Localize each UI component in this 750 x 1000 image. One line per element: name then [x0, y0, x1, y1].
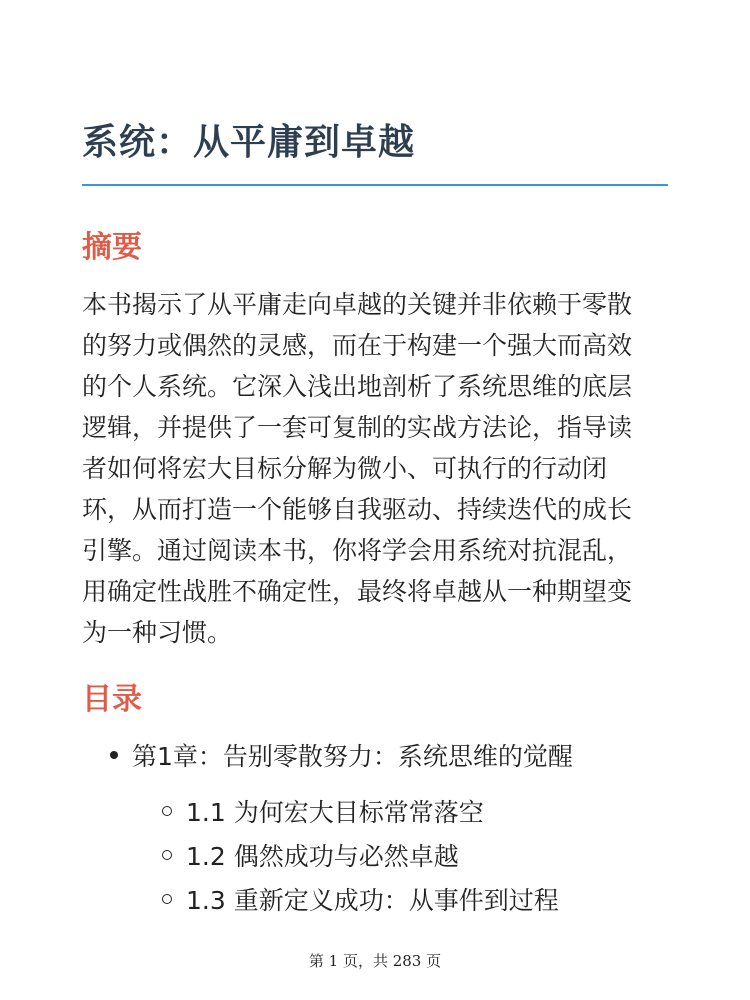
toc-chapter-label: 第1章：告别零散努力：系统思维的觉醒 [132, 742, 573, 771]
summary-line: 的努力或偶然的灵感，而在于构建一个强大而高效 [82, 331, 633, 360]
toc-section-item [162, 794, 484, 832]
summary-line: 本书揭示了从平庸走向卓越的关键并非依赖于零散 [82, 290, 633, 319]
summary-line: 用确定性战胜不确定性，最终将卓越从一种期望变 [82, 577, 633, 606]
summary-paragraph [82, 284, 672, 653]
toc-chapter-item [110, 738, 573, 776]
toc-section-item [162, 882, 559, 920]
summary-line: 逻辑，并提供了一套可复制的实战方法论，指导读 [82, 413, 633, 442]
summary-heading: 摘要 [82, 230, 142, 265]
bullet-circle-icon [162, 850, 172, 860]
toc-section-label: 1.1 为何宏大目标常常落空 [186, 798, 484, 827]
summary-line: 者如何将宏大目标分解为微小、可执行的行动闭 [82, 454, 608, 483]
title-divider [82, 184, 668, 186]
toc-heading: 目录 [82, 682, 142, 717]
toc-section-item [162, 838, 459, 876]
summary-line: 为一种习惯。 [82, 618, 233, 647]
page-footer: 第 1 页，共 283 页 [308, 952, 442, 970]
bullet-circle-icon [162, 894, 172, 904]
summary-line: 引擎。通过阅读本书，你将学会用系统对抗混乱， [82, 536, 633, 565]
document-title: 系统：从平庸到卓越 [82, 122, 416, 163]
summary-line: 环，从而打造一个能够自我驱动、持续迭代的成长 [82, 495, 633, 524]
bullet-circle-icon [162, 806, 172, 816]
toc-section-label: 1.2 偶然成功与必然卓越 [186, 842, 459, 871]
bullet-dot-icon [110, 751, 118, 759]
summary-line: 的个人系统。它深入浅出地剖析了系统思维的底层 [82, 372, 633, 401]
toc-section-label: 1.3 重新定义成功：从事件到过程 [186, 886, 559, 915]
